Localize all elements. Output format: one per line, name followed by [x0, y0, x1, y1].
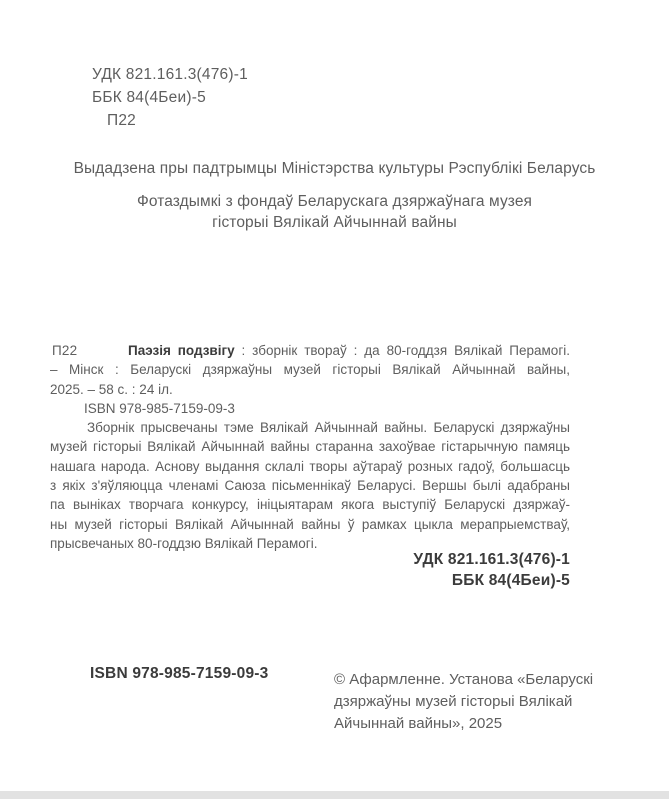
copyright-line-1: © Афармленне. Установа «Беларускі [334, 671, 594, 688]
annotation-line: прысвечаных 80-годдзю Вялікай Перамогі. [50, 535, 318, 551]
record-line-3: 2025. – 58 с. : 24 іл. [50, 381, 173, 397]
photo-credit-block [0, 191, 669, 233]
record-title-line [50, 341, 570, 360]
photo-credit-line-2: гісторыі Вялікай Айчыннай вайны [212, 214, 457, 231]
annotation-line: Зборнік прысвечаны тэме Вялікай Айчыннай вайны. Беларускі дзяржаўны [87, 420, 570, 436]
annotation-line: музей гісторыі Вялікай Айчыннай вайны старанна захоўвае гістарычную памяць [50, 439, 570, 455]
page-edge-bar [0, 791, 669, 799]
annotation-line: ны музей гісторыі Вялікай Айчыннай вайны ў рамках цыкла мерапрыемстваў, [50, 516, 570, 532]
author-sign-code: П22 [107, 112, 136, 129]
footer-bbk-code: ББК 84(4Беи)-5 [451, 571, 570, 589]
isbn-bottom: ISBN 978-985-7159-09-3 [90, 665, 269, 682]
footer-udc-code: УДК 821.161.3(476)-1 [413, 551, 570, 568]
top-classification-block [92, 63, 248, 132]
footer-classification-block [413, 550, 570, 591]
record-title-bold: Паэзія подзвігу [128, 343, 235, 358]
bbk-code: ББК 84(4Беи)-5 [92, 89, 206, 106]
copyright-line-3: Айчыннай вайны», 2025 [334, 714, 503, 732]
bibliographic-record [50, 341, 570, 553]
record-isbn-line: ISBN 978-985-7159-09-3 [84, 400, 235, 416]
annotation-line: нашага народа. Аснову выдання склалі творы аўтараў розных гадоў, большасць [50, 458, 570, 474]
photo-credit-line-1: Фотаздымкі з фондаў Беларускага дзяржаўнага музея [136, 193, 533, 210]
annotation-line: з якіх з'яўляюцца членамі Саюза пісьменнікаў Беларусі. Вершы былі адабраны [50, 478, 570, 494]
record-title-rest: : зборнік твораў : да 80-годдзя Вялікай Перамогі. [234, 343, 570, 358]
copyright-line-2: дзяржаўны музей гісторыі Вялікай [334, 692, 573, 710]
ministry-support-line: Выдадзена пры падтрымцы Міністэрства культуры Рэспублікі Беларусь [73, 160, 596, 177]
annotation-line: па выніках творчага конкурсу, ініцыятарам якога выступіў Беларускі дзяржаў- [50, 497, 570, 513]
copyright-block [334, 669, 604, 734]
record-line-2: – Мінск : Беларускі дзяржаўны музей гісторыі Вялікай Айчыннай вайны, [50, 362, 570, 378]
record-margin-code: П22 [52, 343, 78, 358]
udc-code: УДК 821.161.3(476)-1 [92, 66, 248, 83]
